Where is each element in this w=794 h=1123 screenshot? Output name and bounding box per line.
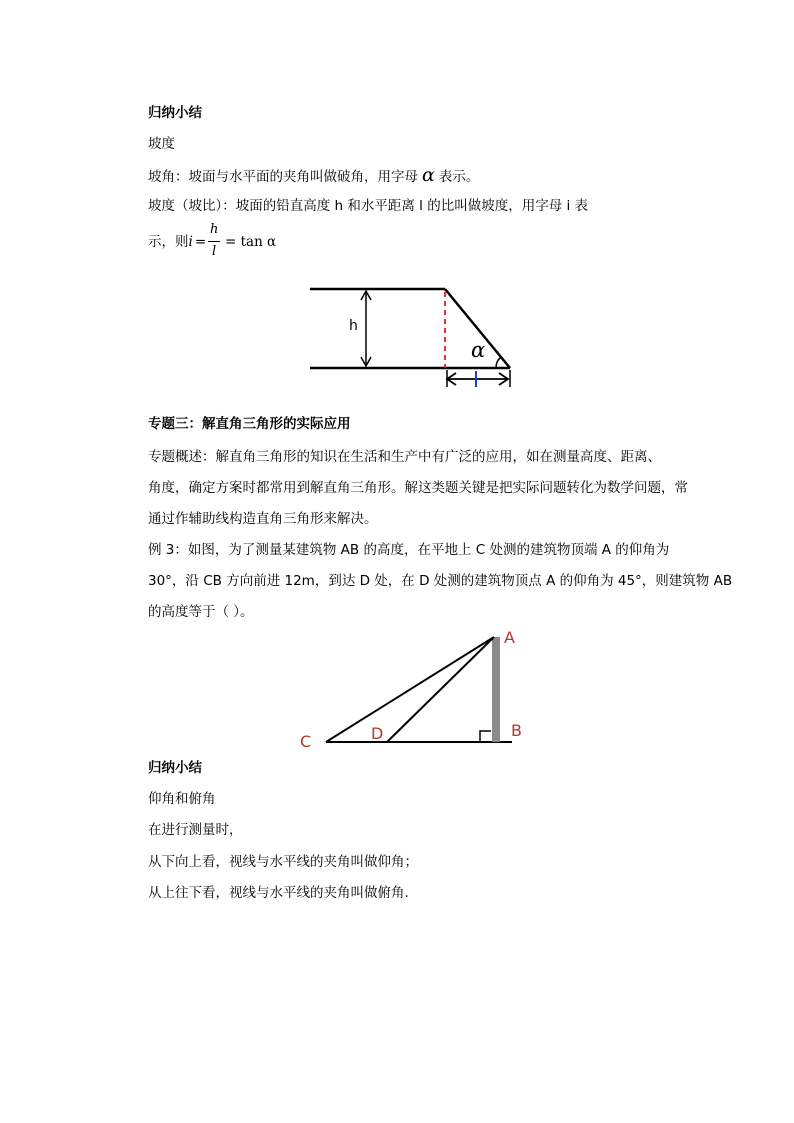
slope-subheading: 坡度 — [148, 136, 175, 152]
measure-line1: 在进行测量时， — [148, 822, 243, 838]
formula-eq: = — [194, 234, 207, 250]
measure-line2: 从下向上看，视线与水平线的夹角叫做仰角； — [148, 854, 418, 870]
formula-numerator: h — [210, 222, 219, 237]
building-ab — [492, 637, 500, 742]
measure-line3: 从上往下看，视线与水平线的夹角叫做俯角. — [148, 885, 409, 901]
formula-denominator: l — [212, 244, 217, 259]
summary-heading-2: 归纳小结 — [148, 760, 202, 776]
slope-angle-definition — [148, 166, 479, 186]
line-ca — [326, 637, 494, 742]
angle-def-text: 坡角：坡面与水平面的夹角叫做破角，用字母 — [148, 169, 418, 185]
example-line1: 例 3：如图，为了测量某建筑物 AB 的高度，在平地上 C 处测的建筑物顶端 A 的仰角为 — [148, 542, 670, 558]
fraction-bar — [208, 241, 220, 242]
label-d: D — [371, 724, 384, 743]
alpha-symbol: α — [422, 164, 435, 186]
label-a: A — [504, 628, 515, 647]
h-label: h — [349, 318, 358, 334]
example-line3: 的高度等于（ ）。 — [148, 604, 254, 620]
angle-def-end: 表示。 — [438, 169, 480, 185]
formula-rhs: = tan α — [225, 234, 277, 250]
elevation-subheading: 仰角和俯角 — [148, 791, 216, 807]
topic3-title: 专题三：解直角三角形的实际应用 — [148, 416, 351, 432]
slope-diagram — [300, 280, 520, 395]
formula-prefix — [148, 233, 206, 251]
label-c: C — [300, 732, 312, 751]
line-da — [387, 637, 494, 742]
label-b: B — [511, 721, 522, 740]
topic3-desc-line3: 通过作辅助线构造直角三角形来解决。 — [148, 511, 378, 527]
right-angle-mark — [480, 731, 491, 742]
slope-ratio-definition: 坡度（坡比）：坡面的铅直高度 h 和水平距离 l 的比叫做坡度，用字母 i 表 — [148, 198, 589, 214]
topic3-desc-line2: 角度，确定方案时都常用到解直角三角形。解这类题关键是把实际问题转化为数学问题，常 — [148, 480, 688, 496]
angle-arc — [496, 357, 501, 368]
example-line2: 30°，沿 CB 方向前进 12m，到达 D 处，在 D 处测的建筑物顶点 A 的仰角为 45°，则建筑物 AB — [148, 573, 733, 589]
alpha-label: α — [471, 338, 486, 362]
topic3-desc-line1: 专题概述：解直角三角形的知识在生活和生产中有广泛的应用，如在测量高度、距离、 — [148, 449, 661, 465]
building-diagram — [290, 625, 530, 755]
formula-i: i — [188, 234, 193, 250]
summary-heading-1: 归纳小结 — [148, 105, 202, 121]
formula-prefix-text: 示，则 — [148, 234, 189, 250]
